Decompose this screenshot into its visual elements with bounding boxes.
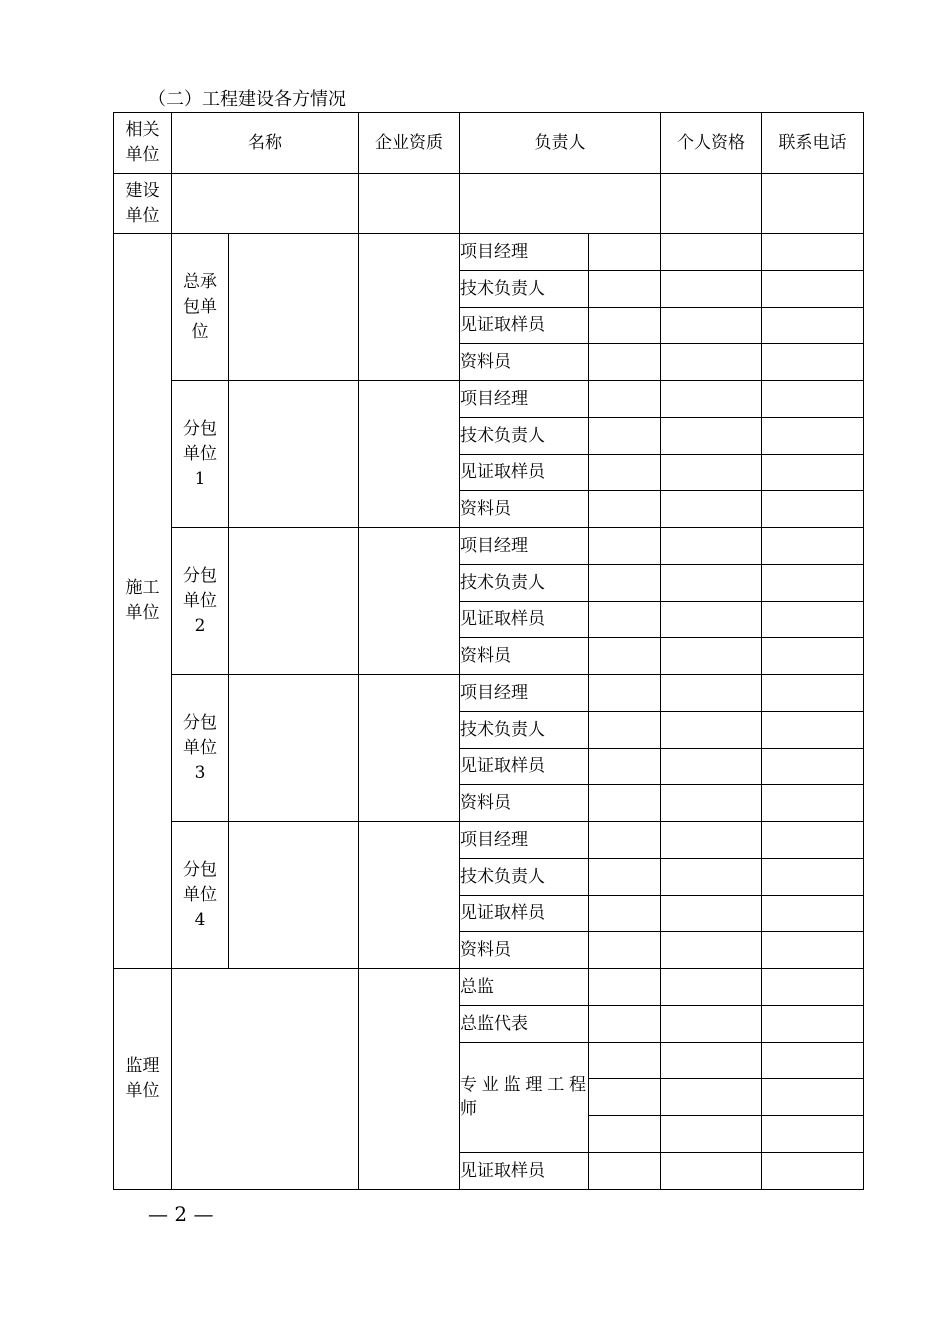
client-unit-label: 建设单位 <box>114 174 172 234</box>
person-name-cell[interactable] <box>589 491 661 528</box>
client-person-cell[interactable] <box>460 174 661 234</box>
role-label: 见证取样员 <box>460 454 589 491</box>
person-name-cell[interactable] <box>589 417 661 454</box>
role-label: 技术负责人 <box>460 564 589 601</box>
phone-cell[interactable] <box>762 895 864 932</box>
person-name-cell[interactable] <box>589 307 661 344</box>
role-label: 资料员 <box>460 638 589 675</box>
person-name-cell[interactable] <box>589 785 661 822</box>
supervision-name-cell[interactable] <box>172 969 359 1190</box>
phone-cell[interactable] <box>762 822 864 859</box>
personal-qualification-cell[interactable] <box>661 822 762 859</box>
client-phone-cell[interactable] <box>762 174 864 234</box>
person-name-cell[interactable] <box>589 895 661 932</box>
personal-qualification-cell[interactable] <box>661 1042 762 1079</box>
person-name-cell[interactable] <box>589 675 661 712</box>
personal-qualification-cell[interactable] <box>661 858 762 895</box>
role-label: 技术负责人 <box>460 858 589 895</box>
personal-qualification-cell[interactable] <box>661 234 762 271</box>
person-name-cell[interactable] <box>589 270 661 307</box>
phone-cell[interactable] <box>762 1152 864 1189</box>
personal-qualification-cell[interactable] <box>661 417 762 454</box>
role-label: 资料员 <box>460 344 589 381</box>
phone-cell[interactable] <box>762 234 864 271</box>
personal-qualification-cell[interactable] <box>661 344 762 381</box>
subgroup-qualification-cell[interactable] <box>359 381 460 528</box>
contractor-row <box>114 822 864 859</box>
personal-qualification-cell[interactable] <box>661 1116 762 1153</box>
page-number: — 2 — <box>148 1202 214 1226</box>
phone-cell[interactable] <box>762 344 864 381</box>
phone-cell[interactable] <box>762 417 864 454</box>
role-label: 资料员 <box>460 491 589 528</box>
role-label: 总监 <box>460 969 589 1006</box>
subgroup-label: 分包单位4 <box>172 822 229 969</box>
phone-cell[interactable] <box>762 1079 864 1116</box>
personal-qualification-cell[interactable] <box>661 381 762 418</box>
personal-qualification-cell[interactable] <box>661 785 762 822</box>
person-name-cell[interactable] <box>589 822 661 859</box>
supervision-unit-label: 监理单位 <box>114 969 172 1190</box>
subgroup-name-cell[interactable] <box>229 381 359 528</box>
personal-qualification-cell[interactable] <box>661 675 762 712</box>
role-label-specialist: 专业监理工程师 <box>460 1042 589 1152</box>
personal-qualification-cell[interactable] <box>661 748 762 785</box>
phone-cell[interactable] <box>762 270 864 307</box>
personal-qualification-cell[interactable] <box>661 711 762 748</box>
phone-cell[interactable] <box>762 711 864 748</box>
personal-qualification-cell[interactable] <box>661 270 762 307</box>
phone-cell[interactable] <box>762 491 864 528</box>
phone-cell[interactable] <box>762 748 864 785</box>
personal-qualification-cell[interactable] <box>661 932 762 969</box>
subgroup-label: 分包单位3 <box>172 675 229 822</box>
role-label: 技术负责人 <box>460 270 589 307</box>
personal-qualification-cell[interactable] <box>661 1005 762 1042</box>
person-name-cell[interactable] <box>589 932 661 969</box>
role-label: 见证取样员 <box>460 1152 589 1189</box>
person-name-cell[interactable] <box>589 1079 661 1116</box>
contractor-row <box>114 381 864 418</box>
phone-cell[interactable] <box>762 1042 864 1079</box>
role-label: 项目经理 <box>460 822 589 859</box>
subgroup-name-cell[interactable] <box>229 528 359 675</box>
personal-qualification-cell[interactable] <box>661 491 762 528</box>
role-label: 资料员 <box>460 785 589 822</box>
person-name-cell[interactable] <box>589 1116 661 1153</box>
phone-cell[interactable] <box>762 785 864 822</box>
parties-table <box>113 112 864 1190</box>
phone-cell[interactable] <box>762 675 864 712</box>
contractor-row <box>114 675 864 712</box>
supervision-qualification-cell[interactable] <box>359 969 460 1190</box>
personal-qualification-cell[interactable] <box>661 895 762 932</box>
header-responsible-person: 负责人 <box>460 113 661 174</box>
phone-cell[interactable] <box>762 1116 864 1153</box>
personal-qualification-cell[interactable] <box>661 601 762 638</box>
personal-qualification-cell[interactable] <box>661 307 762 344</box>
header-personal-qualification: 个人资格 <box>661 113 762 174</box>
personal-qualification-cell[interactable] <box>661 638 762 675</box>
subgroup-name-cell[interactable] <box>229 675 359 822</box>
subgroup-qualification-cell[interactable] <box>359 234 460 381</box>
phone-cell[interactable] <box>762 969 864 1006</box>
role-label: 项目经理 <box>460 381 589 418</box>
subgroup-label: 分包单位2 <box>172 528 229 675</box>
client-name-cell[interactable] <box>172 174 359 234</box>
person-name-cell[interactable] <box>589 1005 661 1042</box>
header-phone: 联系电话 <box>762 113 864 174</box>
person-name-cell[interactable] <box>589 344 661 381</box>
role-label: 见证取样员 <box>460 748 589 785</box>
client-qualification-cell[interactable] <box>359 174 460 234</box>
phone-cell[interactable] <box>762 932 864 969</box>
supervision-row <box>114 969 864 1006</box>
phone-cell[interactable] <box>762 528 864 565</box>
header-unit: 相关单位 <box>114 113 172 174</box>
personal-qualification-cell[interactable] <box>661 528 762 565</box>
subgroup-name-cell[interactable] <box>229 822 359 969</box>
role-label: 见证取样员 <box>460 895 589 932</box>
phone-cell[interactable] <box>762 1005 864 1042</box>
phone-cell[interactable] <box>762 638 864 675</box>
person-name-cell[interactable] <box>589 748 661 785</box>
person-name-cell[interactable] <box>589 601 661 638</box>
phone-cell[interactable] <box>762 564 864 601</box>
person-name-cell[interactable] <box>589 638 661 675</box>
client-row <box>114 174 864 234</box>
role-label: 技术负责人 <box>460 417 589 454</box>
personal-qualification-cell[interactable] <box>661 564 762 601</box>
role-label: 项目经理 <box>460 234 589 271</box>
person-name-cell[interactable] <box>589 858 661 895</box>
contractor-row <box>114 528 864 565</box>
subgroup-qualification-cell[interactable] <box>359 675 460 822</box>
role-label: 项目经理 <box>460 528 589 565</box>
person-name-cell[interactable] <box>589 528 661 565</box>
person-name-cell[interactable] <box>589 1042 661 1079</box>
subgroup-qualification-cell[interactable] <box>359 528 460 675</box>
contractor-row <box>114 234 864 271</box>
subgroup-qualification-cell[interactable] <box>359 822 460 969</box>
phone-cell[interactable] <box>762 858 864 895</box>
person-name-cell[interactable] <box>589 711 661 748</box>
contractor-unit-label: 施工单位 <box>114 234 172 969</box>
person-name-cell[interactable] <box>589 381 661 418</box>
header-row <box>114 113 864 174</box>
personal-qualification-cell[interactable] <box>661 454 762 491</box>
role-label: 资料员 <box>460 932 589 969</box>
person-name-cell[interactable] <box>589 1152 661 1189</box>
phone-cell[interactable] <box>762 307 864 344</box>
personal-qualification-cell[interactable] <box>661 1079 762 1116</box>
person-name-cell[interactable] <box>589 564 661 601</box>
person-name-cell[interactable] <box>589 969 661 1006</box>
phone-cell[interactable] <box>762 601 864 638</box>
subgroup-label: 总承包单位 <box>172 234 229 381</box>
person-name-cell[interactable] <box>589 234 661 271</box>
section-title: （二）工程建设各方情况 <box>148 89 346 110</box>
role-label: 见证取样员 <box>460 307 589 344</box>
subgroup-name-cell[interactable] <box>229 234 359 381</box>
role-label: 技术负责人 <box>460 711 589 748</box>
phone-cell[interactable] <box>762 381 864 418</box>
personal-qualification-cell[interactable] <box>661 1152 762 1189</box>
subgroup-label: 分包单位1 <box>172 381 229 528</box>
role-label: 见证取样员 <box>460 601 589 638</box>
phone-cell[interactable] <box>762 454 864 491</box>
person-name-cell[interactable] <box>589 454 661 491</box>
role-label: 总监代表 <box>460 1005 589 1042</box>
personal-qualification-cell[interactable] <box>661 969 762 1006</box>
role-label: 项目经理 <box>460 675 589 712</box>
header-qualification: 企业资质 <box>359 113 460 174</box>
client-personal-qualification-cell[interactable] <box>661 174 762 234</box>
header-name: 名称 <box>172 113 359 174</box>
